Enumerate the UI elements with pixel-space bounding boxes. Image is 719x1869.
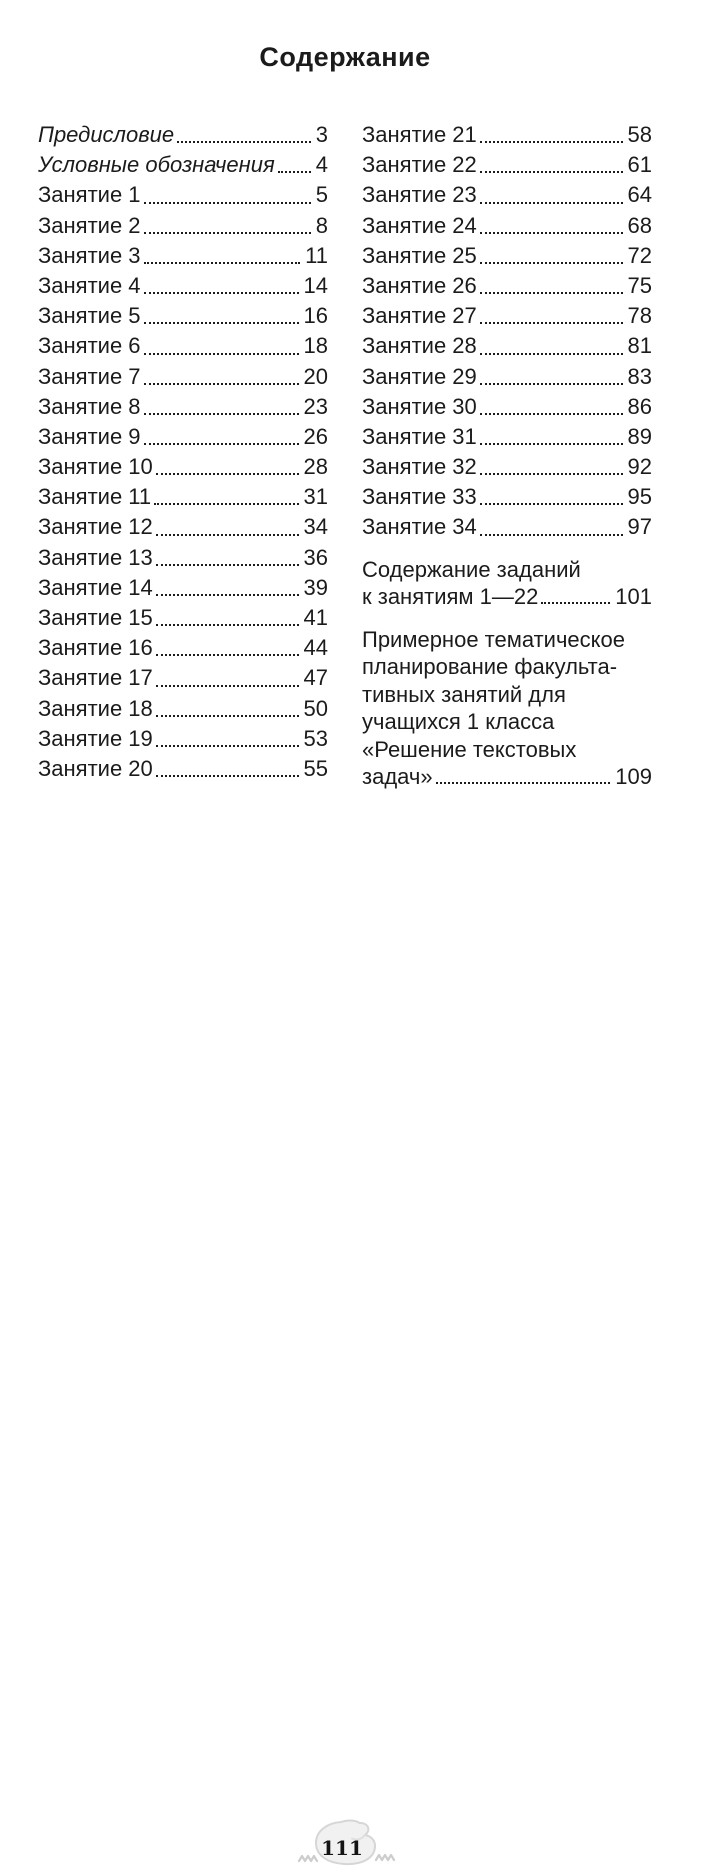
toc-leader-dots — [278, 171, 311, 173]
toc-leader-dots — [154, 503, 298, 505]
toc-entry — [362, 150, 652, 180]
toc-entry-page: 8 — [315, 212, 328, 238]
toc-leader-dots — [480, 353, 623, 355]
toc-entry-label: Занятие 5 — [38, 303, 141, 329]
toc-entry-label: Занятие 19 — [38, 725, 153, 751]
toc-leader-dots — [480, 443, 623, 445]
toc-leader-dots — [480, 473, 623, 475]
toc-leader-dots — [144, 202, 311, 204]
toc-entry-label: Занятие 4 — [38, 272, 141, 298]
toc-entry — [38, 543, 328, 573]
zigzag-decoration-right — [375, 1852, 397, 1862]
toc-entry-label: Занятие 25 — [362, 242, 477, 268]
toc-entry — [38, 452, 328, 482]
toc-entry-page: 61 — [627, 152, 652, 178]
toc-entry-page: 18 — [303, 333, 328, 359]
toc-entry — [38, 301, 328, 331]
toc-leader-dots — [156, 745, 299, 747]
toc-leader-dots — [144, 413, 299, 415]
toc-entry-page: 20 — [303, 363, 328, 389]
toc-entry — [38, 482, 328, 512]
toc-multiline-entry — [362, 556, 652, 611]
toc-leader-dots — [480, 383, 623, 385]
toc-entry-label: Занятие 1 — [38, 182, 141, 208]
toc-entry-label: Занятие 22 — [362, 152, 477, 178]
toc-leader-dots — [480, 503, 623, 505]
toc-entry-label: Занятие 24 — [362, 212, 477, 238]
toc-entry-page: 53 — [303, 725, 328, 751]
toc-leader-dots — [156, 534, 299, 536]
toc-leader-dots — [156, 685, 299, 687]
toc-entry-page: 5 — [315, 182, 328, 208]
toc-columns — [38, 120, 652, 791]
page-footer — [0, 905, 719, 1860]
toc-entry-line: учащихся 1 класса — [362, 709, 555, 735]
toc-entry — [362, 763, 652, 791]
toc-entry-page: 101 — [615, 584, 652, 610]
toc-entry — [38, 512, 328, 542]
toc-entry — [38, 694, 328, 724]
toc-entry-label: Занятие 3 — [38, 242, 141, 268]
toc-entry-label: Занятие 33 — [362, 484, 477, 510]
toc-entry — [362, 180, 652, 210]
toc-leader-dots — [480, 322, 623, 324]
toc-leader-dots — [541, 602, 610, 604]
toc-entry-label: Занятие 7 — [38, 363, 141, 389]
toc-entry-page: 44 — [303, 635, 328, 661]
toc-entry — [38, 211, 328, 241]
toc-entry — [362, 392, 652, 422]
toc-entry — [38, 422, 328, 452]
toc-entry-label: Занятие 28 — [362, 333, 477, 359]
toc-entry — [362, 211, 652, 241]
toc-entry — [362, 301, 652, 331]
toc-entry — [362, 422, 652, 452]
toc-entry-label: Занятие 11 — [38, 484, 152, 510]
toc-entry — [38, 150, 328, 180]
toc-leader-dots — [480, 171, 623, 173]
toc-entry-label: Занятие 20 — [38, 755, 153, 781]
toc-leader-dots — [144, 383, 299, 385]
toc-entry-page: 81 — [627, 333, 652, 359]
toc-entry-line: планирование факульта- — [362, 654, 618, 680]
toc-entry — [38, 271, 328, 301]
toc-multiline-entry — [362, 626, 652, 791]
toc-entry-page: 28 — [303, 454, 328, 480]
toc-entry-page: 26 — [303, 423, 328, 449]
toc-leader-dots — [144, 292, 299, 294]
toc-entry-page: 23 — [303, 393, 328, 419]
toc-leader-dots — [480, 413, 623, 415]
toc-leader-dots — [480, 534, 623, 536]
toc-entry-page: 78 — [627, 303, 652, 329]
toc-entry-line: Содержание заданий — [362, 556, 581, 582]
toc-leader-dots — [144, 353, 299, 355]
toc-column-right — [362, 120, 652, 791]
page-title: Содержание — [259, 42, 431, 72]
toc-leader-dots — [144, 262, 301, 264]
toc-entry — [38, 180, 328, 210]
toc-entry-page: 72 — [627, 242, 652, 268]
toc-leader-dots — [480, 141, 623, 143]
toc-entry-label: Занятие 6 — [38, 333, 141, 359]
toc-entry-label: к занятиям 1—22 — [362, 584, 539, 610]
toc-entry-page: 75 — [627, 272, 652, 298]
toc-entry-page: 68 — [627, 212, 652, 238]
toc-entry-page: 50 — [303, 695, 328, 721]
toc-leader-dots — [144, 322, 299, 324]
toc-entry — [38, 120, 328, 150]
toc-entry-page: 34 — [303, 514, 328, 540]
toc-entry-label: Занятие 18 — [38, 695, 153, 721]
toc-entry — [38, 331, 328, 361]
toc-leader-dots — [156, 624, 299, 626]
toc-entry-label: Условные обозначения — [38, 152, 275, 178]
toc-entry-page: 64 — [627, 182, 652, 208]
toc-entry — [362, 512, 652, 542]
toc-entry-page: 55 — [303, 755, 328, 781]
toc-entry — [38, 724, 328, 754]
toc-entry — [38, 663, 328, 693]
toc-entry — [38, 362, 328, 392]
toc-entry-label: Занятие 23 — [362, 182, 477, 208]
toc-column-left — [38, 120, 328, 791]
toc-entry-label: Занятие 34 — [362, 514, 477, 540]
toc-leader-dots — [156, 594, 299, 596]
toc-entry-line: тивных занятий для — [362, 681, 566, 707]
toc-entry-label: Занятие 15 — [38, 605, 153, 630]
toc-entry-page: 36 — [303, 544, 328, 570]
toc-entry — [362, 482, 652, 512]
page-number: 111 — [321, 1836, 363, 1860]
toc-entry-page: 92 — [627, 454, 652, 480]
toc-leader-dots — [144, 232, 311, 234]
toc-entry — [38, 603, 328, 633]
toc-leader-dots — [156, 564, 299, 566]
toc-leader-dots — [156, 654, 299, 656]
toc-entry-label: Занятие 10 — [38, 454, 153, 480]
toc-entry-label: Занятие 32 — [362, 454, 477, 480]
toc-entry-label: Занятие 16 — [38, 635, 153, 661]
toc-entry-page: 4 — [315, 152, 328, 178]
toc-leader-dots — [177, 141, 311, 143]
toc-entry-page: 39 — [303, 574, 328, 600]
toc-entry-line: Примерное тематическое — [362, 626, 626, 652]
toc-leader-dots — [156, 473, 299, 475]
toc-entry — [38, 633, 328, 663]
toc-entry-page: 89 — [627, 423, 652, 449]
toc-leader-dots — [144, 443, 299, 445]
toc-leader-dots — [480, 202, 623, 204]
toc-entry-label: Занятие 29 — [362, 363, 477, 389]
toc-entry-page: 95 — [627, 484, 652, 510]
toc-entry-label: Занятие 31 — [362, 423, 477, 449]
toc-entry-label: Занятие 14 — [38, 574, 153, 600]
toc-leader-dots — [480, 232, 623, 234]
toc-entry-label: Занятие 13 — [38, 544, 153, 570]
toc-entry-label: задач» — [362, 764, 433, 790]
toc-entry — [38, 392, 328, 422]
toc-entry — [362, 271, 652, 301]
toc-entry-page: 58 — [627, 122, 652, 147]
toc-entry-page: 11 — [305, 242, 328, 268]
toc-entry-page: 41 — [303, 605, 328, 630]
toc-entry-page: 14 — [303, 272, 328, 298]
toc-entry-label: Занятие 8 — [38, 393, 141, 419]
toc-entry — [362, 583, 652, 611]
toc-entry — [362, 452, 652, 482]
toc-entry-page: 97 — [627, 514, 652, 540]
toc-entry-label: Занятие 9 — [38, 423, 141, 449]
toc-leader-dots — [156, 775, 299, 777]
toc-entry-page: 109 — [615, 764, 652, 790]
toc-entry — [362, 120, 652, 150]
toc-entry-label: Занятие 30 — [362, 393, 477, 419]
toc-entry-label: Занятие 12 — [38, 514, 153, 540]
toc-entry-page: 86 — [627, 393, 652, 419]
toc-entry — [38, 754, 328, 784]
toc-entry — [362, 331, 652, 361]
toc-entry-label: Предисловие — [38, 122, 175, 147]
toc-entry — [362, 362, 652, 392]
toc-entry-page: 31 — [303, 484, 328, 510]
toc-entry-label: Занятие 27 — [362, 303, 477, 329]
toc-entry — [362, 241, 652, 271]
toc-entry-label: Занятие 2 — [38, 212, 141, 238]
toc-entry-page: 16 — [303, 303, 328, 329]
toc-entry-line: «Решение текстовых — [362, 736, 577, 762]
toc-entry-label: Занятие 21 — [362, 122, 477, 147]
toc-entry-page: 3 — [315, 122, 328, 147]
toc-entry-page: 47 — [303, 665, 328, 691]
toc-entry — [38, 573, 328, 603]
toc-entry — [38, 241, 328, 271]
toc-leader-dots — [480, 262, 623, 264]
toc-leader-dots — [156, 715, 299, 717]
toc-entry-page: 83 — [627, 363, 652, 389]
toc-entry-label: Занятие 26 — [362, 272, 477, 298]
toc-leader-dots — [480, 292, 623, 294]
toc-entry-label: Занятие 17 — [38, 665, 153, 691]
toc-leader-dots — [436, 782, 611, 784]
